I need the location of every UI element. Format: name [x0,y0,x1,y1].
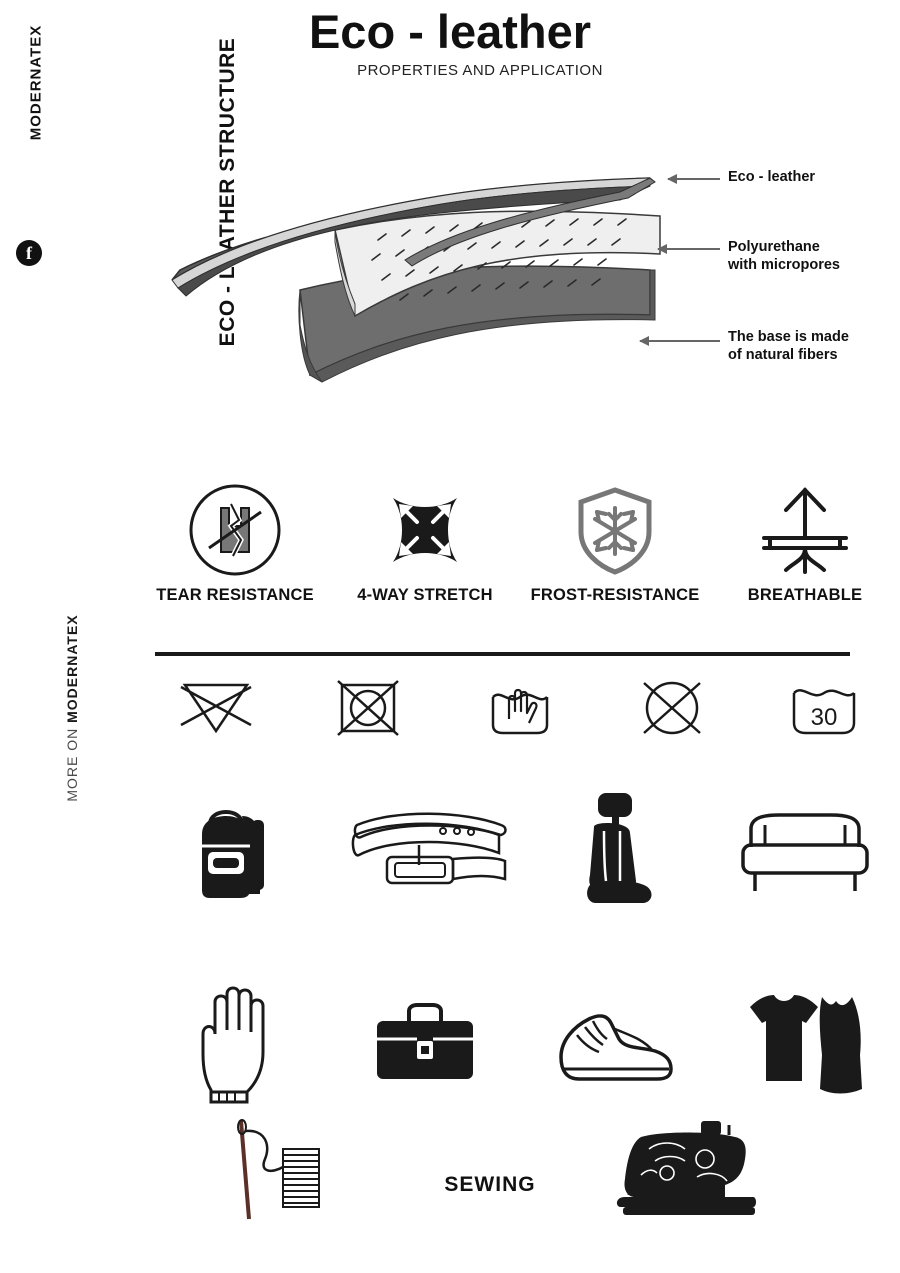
wash-30-icon [782,675,866,741]
more-on-label [64,608,80,808]
property-label: TEAR RESISTANCE [156,586,314,604]
brand-rail [8,20,48,290]
tear-resistance-icon [140,480,330,580]
properties-row [140,480,900,605]
property-frost-resistance [520,480,710,605]
clothing-icon [740,985,870,1105]
callout-polyurethane-line2: with micropores [728,257,840,274]
do-not-dry-clean-icon [636,675,708,741]
property-label: BREATHABLE [747,586,863,604]
callout-arrow-base [640,340,720,342]
glove-icon [185,980,285,1110]
callout-base-line1: The base is made [728,329,849,345]
frost-resistance-icon [520,480,710,580]
application-backpack [140,780,330,920]
sewing-machine-icon [605,1115,765,1235]
page-subtitle: PROPERTIES AND APPLICATION [357,62,603,79]
car-seat-icon [560,785,670,915]
callout-base-line2: of natural fibers [728,347,838,364]
facebook-icon[interactable]: f [16,240,42,266]
backpack-icon [180,790,290,910]
sofa-icon [735,795,875,905]
callout-polyurethane-line1: Polyurethane [728,239,820,255]
property-breathable [710,480,900,605]
hand-wash-icon [483,675,557,741]
sneaker-icon [545,995,685,1095]
property-tear-resistance [140,480,330,605]
callout-polyurethane [728,238,840,274]
care-hand-wash [444,668,596,748]
wash-temperature-label: 30 [810,704,838,731]
applications-row-2 [140,975,900,1115]
section-divider [155,652,850,656]
structure-section-heading: ECO - LEATHER STRUCTURE [216,37,239,347]
property-label: FROST-RESISTANCE [530,586,700,604]
care-do-not-dry-clean [596,668,748,748]
page-title: Eco - leather [308,5,592,58]
more-on-prefix: MORE ON [64,727,80,802]
sewing-label: SEWING [444,1173,536,1196]
application-sofa [710,780,900,920]
applications-row-1 [140,780,900,920]
needle-and-thread-icon [225,1115,355,1225]
care-do-not-tumble-dry [292,668,444,748]
care-wash-30 [748,668,900,748]
callout-base [728,328,849,364]
callout-arrow-top [668,178,720,180]
four-way-stretch-icon [330,480,520,580]
breathable-icon [710,480,900,580]
callout-eco-leather: Eco - leather [728,169,816,185]
callout-arrow-middle [658,248,720,250]
do-not-tumble-dry-icon [332,675,404,741]
property-label: 4-WAY STRETCH [357,586,493,604]
application-car-seat [520,780,710,920]
care-symbols-row [140,668,900,748]
brand-name: MODERNATEX [27,24,45,141]
application-belt [330,780,520,920]
care-do-not-bleach [140,668,292,748]
do-not-bleach-icon [177,677,255,739]
structure-callouts [650,150,900,400]
briefcase-icon [365,995,485,1095]
belt-icon [335,795,515,905]
more-on-brand: MODERNATEX [64,614,80,723]
application-clothing [710,975,900,1115]
application-glove [140,975,330,1115]
application-sneaker [520,975,710,1115]
application-briefcase [330,975,520,1115]
property-4-way-stretch [330,480,520,605]
sewing-row [140,1115,900,1255]
eco-leather-structure-illustration [150,120,710,470]
